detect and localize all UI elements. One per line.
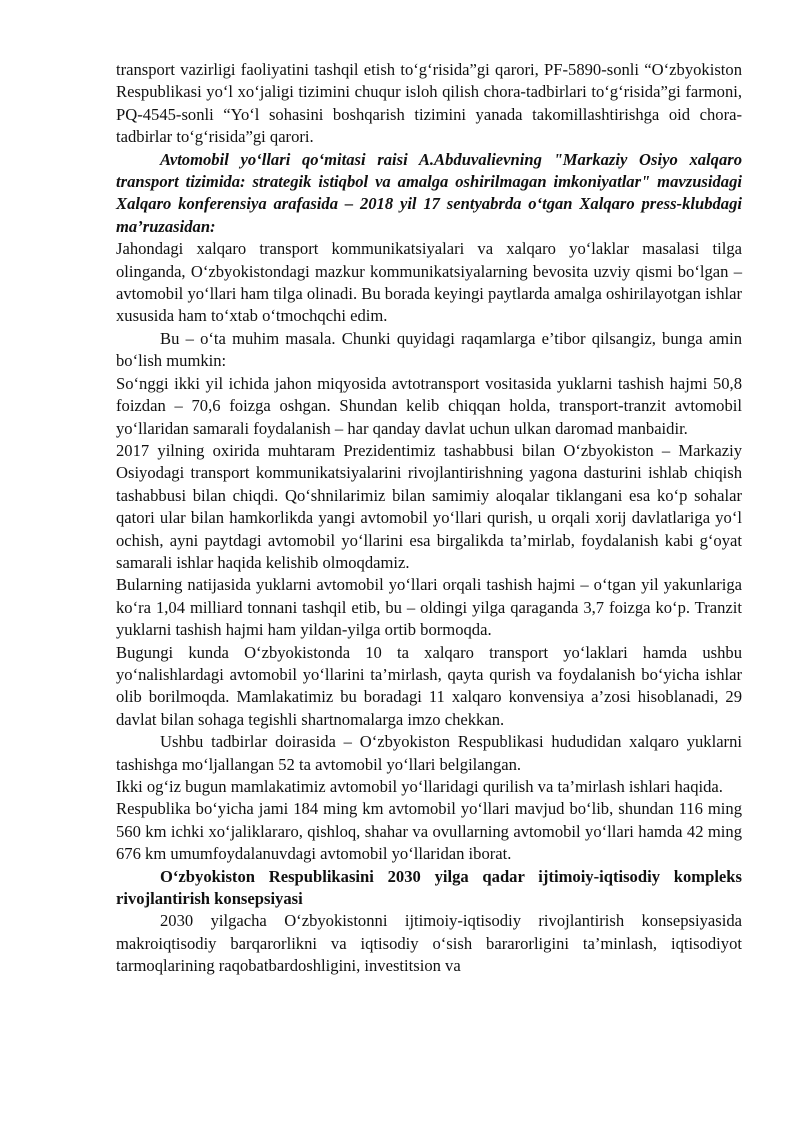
paragraph-international-corridors: Bugungi kunda O‘zbyokistonda 10 ta xalqaro transport yo‘laklari hamda ushbu yo‘nalishlardagi avtomobil yo‘llarini ta’mirlash, qayta qurish va foydalanish bo‘yicha ishlar olib borilmoqda. Mamlakatimiz bu boradagi 11 xalqaro konvensiya a’zosi hisoblanadi, 29 davlat bilan sohaga tegishli shartnomalarga imzo chekkan. — [116, 642, 742, 729]
paragraph-transport-corridors: Jahondagi xalqaro transport kommunikatsiyalari va xalqaro yo‘laklar masalasi tilga olinganda, O‘zbyokistondagi mazkur kommunikatsiyalarning bevosita uzviy qismi bo‘lgan – avtomobil yo‘llari ham tilga olinadi. Bu borada keyingi paytlarda amalga oshirilayotgan ishlar xususida ham to‘xtab o‘tmochqchi edim. — [116, 239, 742, 326]
section-heading-concept-2030: O‘zbyokiston Respublikasini 2030 yilga qadar ijtimoiy-iqtisodiy kompleks rivojlantirish konsepsiyasi — [116, 866, 742, 909]
document-body — [116, 59, 742, 978]
paragraph-freight-growth: So‘nggi ikki yil ichida jahon miqyosida avtotransport vositasida yuklarni tashish hajmi 50,8 foizdan – 70,6 foizga oshgan. Shundan kelib chiqqan holda, transport-tranzit avtomobil yo‘llaridan samarali foydalanish – har qanday davlat uchun ulkan daromad manbaidir. — [116, 373, 742, 438]
paragraph-freight-volume: Bularning natijasida yuklarni avtomobil yo‘llari orqali tashish hajmi – o‘tgan yil yakunlariga ko‘ra 1,04 milliard tonnani tashqil etib, bu – oldingi yilga qaraganda 3,7 foizga ko‘p. Tranzit yuklarni tashish hajmi ham yildan-yilga ortib bormoqda. — [116, 575, 742, 640]
paragraph-president-initiative: 2017 yilning oxirida muhtaram Prezidentimiz tashabbusi bilan O‘zbyokiston – Markaziy Osiyodagi transport kommunikatsiyalarini rivojlantirishning yagona dasturini ishlab chiqish tashabbusi bilan chiqdi. Qo‘shnilarimiz bilan samimiy aloqalar tiklangani esa ko‘p sohalar qatori ular bilan hamkorlikda yangi avtomobil yo‘llari qurish, u orqali xorij davlatlariga yo‘l ochish, ayni paytdagi avtomobil yo‘llarini esa birgalikda ta’mirlab, foydalanish kabi g‘oyat samarali ishlar haqida kelishib olmoqdamiz. — [116, 440, 742, 572]
paragraph-press-club-heading: Avtomobil yo‘llari qo‘mitasi raisi A.Abduvalievning "Markaziy Osiyo xalqaro transport tizimida: strategik istiqbol va amalga oshirilmagan imkoniyatlar" mavzusidagi Xalqaro konferensiya arafasida – 2018 yil 17 sentyabrda o‘tgan Xalqaro press-klubdagi ma’ruzasidan: — [116, 149, 742, 236]
paragraph-decrees: transport vazirligi faoliyatini tashqil etish to‘g‘risida”gi qarori, PF-5890-sonli “O‘zbyokiston Respublikasi yo‘l xo‘jaligi tizimini chuqur isloh qilish chora-tadbirlari to‘g‘risida”gi farmoni, PQ-4545-sonli “Yo‘l sohasini boshqarish tizimini yanada takomillashtirishga oid chora-tadbirlar to‘g‘risida”gi qarori. — [116, 60, 742, 147]
paragraph-concept-2030: 2030 yilgacha O‘zbyokistonni ijtimoiy-iqtisodiy rivojlantirish konsepsiyasida makroiqtisodiy barqarorlikni va iqtisodiy o‘sish bararorligini ta’minlash, iqtisodiyot tarmoqlarining raqobatbardoshligini, investitsion va — [116, 911, 742, 976]
paragraph-designated-roads: Ushbu tadbirlar doirasida – O‘zbyokiston Respublikasi hududidan xalqaro yuklarni tashishga mo‘ljallangan 52 ta avtomobil yo‘llari belgilangan. — [116, 732, 742, 774]
paragraph-road-network: Respublika bo‘yicha jami 184 ming km avtomobil yo‘llari mavjud bo‘lib, shundan 116 ming 560 km ichki xo‘jaliklararo, qishloq, shahar va ovullarning avtomobil yo‘llari hamda 42 ming 676 km umumfoydalanuvdagi avtomobil yo‘llaridan iborat. — [116, 799, 742, 864]
paragraph-construction-intro: Ikki og‘iz bugun mamlakatimiz avtomobil yo‘llaridagi qurilish va ta’mirlash ishlari haqida. — [116, 777, 723, 796]
paragraph-important-issue: Bu – o‘ta muhim masala. Chunki quyidagi raqamlarga e’tibor qilsangiz, bunga amin bo‘lish mumkin: — [116, 328, 742, 371]
